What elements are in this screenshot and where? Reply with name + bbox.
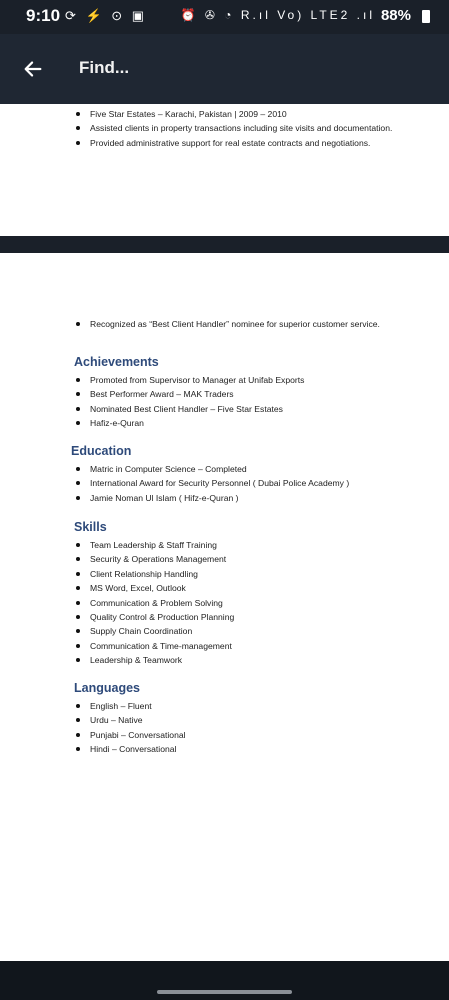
list-item: English – Fluent [76,699,186,713]
status-time: 9:10 [26,6,61,25]
skills-list [76,538,234,668]
navigation-bar [0,961,449,1000]
list-item: Quality Control & Production Planning [76,610,234,624]
back-button[interactable] [16,52,50,86]
system-status-icons: ⏰ ✇ ◔ R.ıl Vo) LTE2 .ıl [180,8,375,22]
list-item: Best Performer Award – MAK Traders [76,387,304,401]
home-indicator[interactable] [157,990,292,994]
achievements-heading: Achievements [74,355,159,369]
list-item: Urdu – Native [76,713,186,727]
languages-list [76,699,186,757]
document-page-2 [0,253,449,961]
list-item: Hafiz-e-Quran [76,416,304,430]
list-item: Five Star Estates – Karachi, Pakistan | 2009 – 2010 [76,107,392,121]
status-bar [0,0,449,34]
list-item: Promoted from Supervisor to Manager at Unifab Exports [76,373,304,387]
languages-heading: Languages [74,681,140,695]
experience-list [76,107,392,150]
list-item: Leadership & Teamwork [76,653,234,667]
recognition-list [76,317,380,331]
list-item: Security & Operations Management [76,552,234,566]
achievements-list [76,373,304,431]
notification-icons: ⟳ ⚡ ⊙ ▣ [65,8,148,23]
battery-icon [422,10,430,23]
list-item: Assisted clients in property transactions including site visits and documentation. [76,121,392,135]
education-list [76,462,349,505]
list-item: Hindi – Conversational [76,742,186,756]
list-item: Punjabi – Conversational [76,728,186,742]
document-page-1 [0,104,449,236]
list-item: Team Leadership & Staff Training [76,538,234,552]
list-item: MS Word, Excel, Outlook [76,581,234,595]
list-item: Matric in Computer Science – Completed [76,462,349,476]
list-item: Communication & Problem Solving [76,596,234,610]
list-item: Jamie Noman Ul Islam ( Hifz-e-Quran ) [76,491,349,505]
app-bar [0,34,449,104]
education-heading: Education [71,444,132,458]
skills-heading: Skills [74,520,107,534]
list-item: Provided administrative support for real estate contracts and negotiations. [76,136,392,150]
list-item: Nominated Best Client Handler – Five Star Estates [76,402,304,416]
list-item: International Award for Security Personnel ( Dubai Police Academy ) [76,476,349,490]
battery-percentage: 88% [380,7,411,24]
list-item: Client Relationship Handling [76,567,234,581]
list-item: Supply Chain Coordination [76,624,234,638]
find-title[interactable]: Find... [79,58,130,77]
arrow-left-icon [22,58,44,80]
list-item: Communication & Time-management [76,639,234,653]
list-item: Recognized as “Best Client Handler” nominee for superior customer service. [76,317,380,331]
